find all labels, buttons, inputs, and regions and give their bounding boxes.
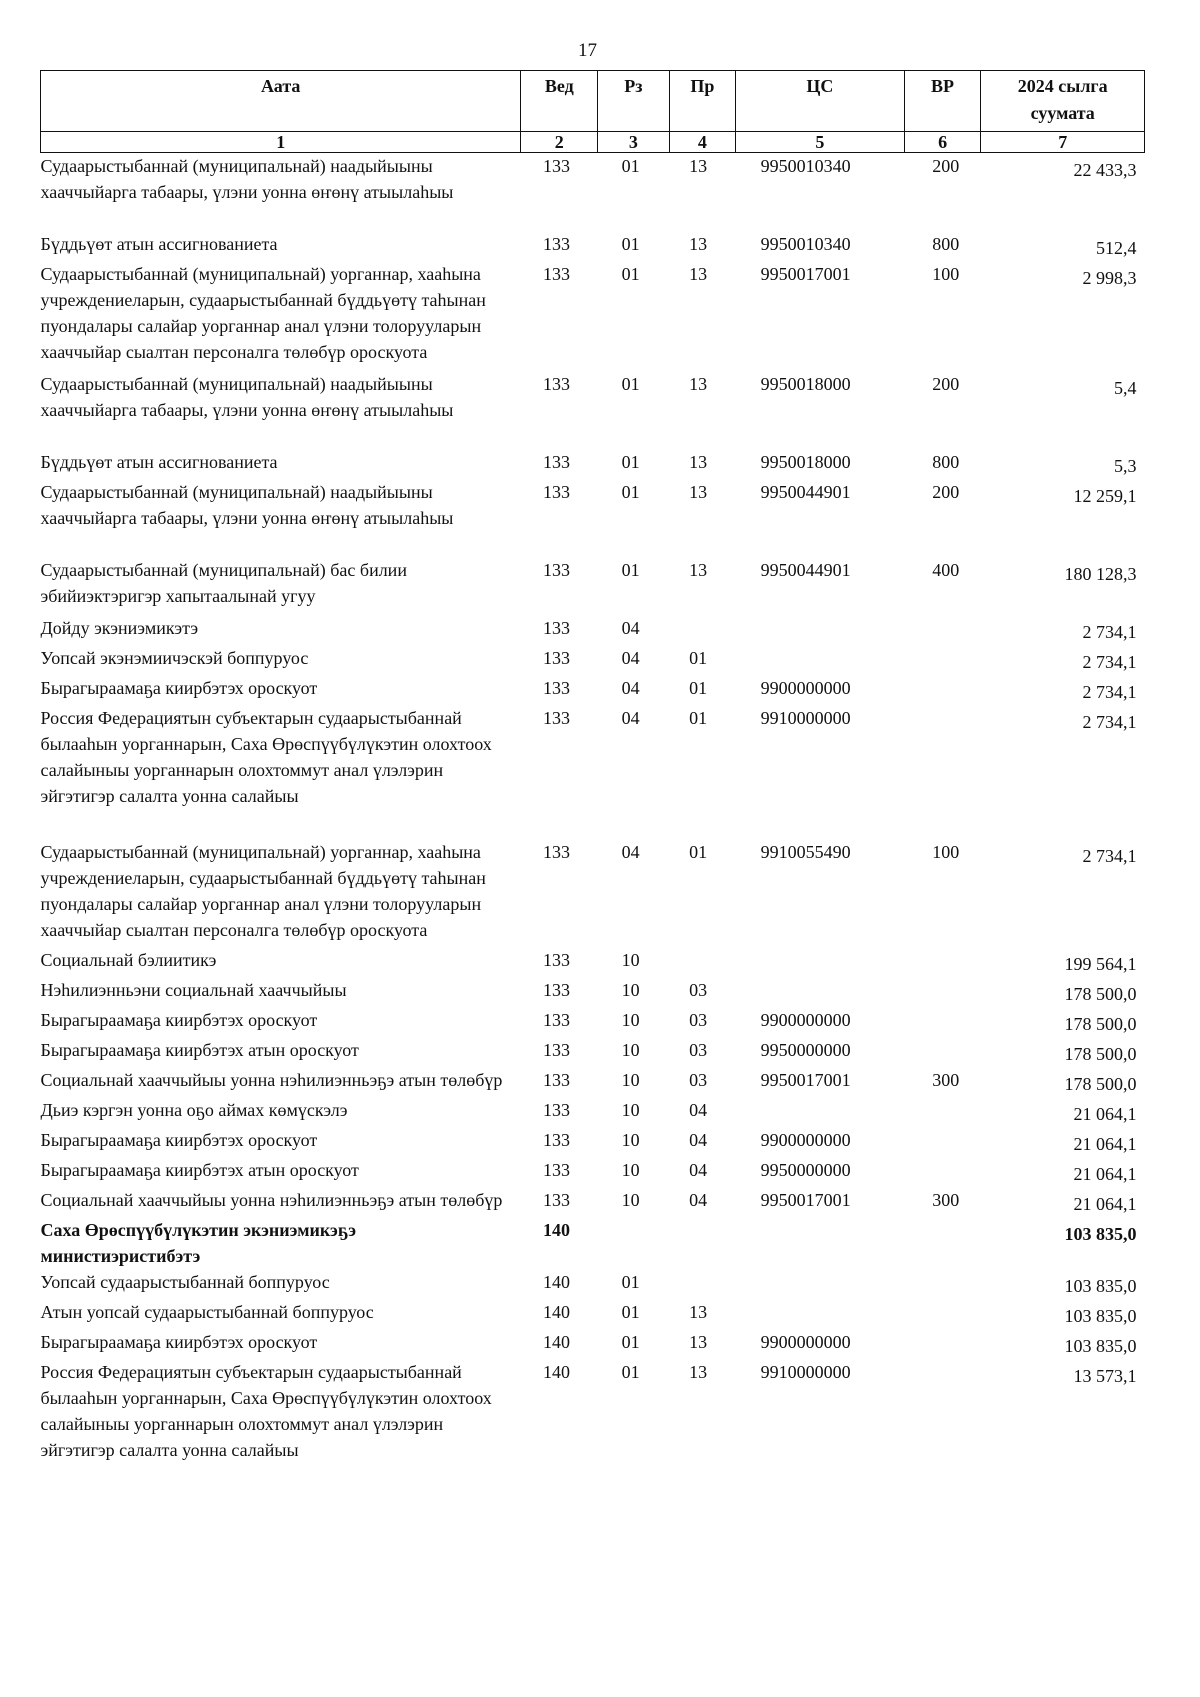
row-name: Судаарыстыбаннай (муниципальнай) наадыйыыны хааччыйарга табаары, үлэни уонна өҥөнү атыылаһыы <box>40 482 454 528</box>
row-cs: 9950010340 <box>760 156 851 176</box>
row-vr <box>904 1329 981 1359</box>
row-rz: 04 <box>621 648 640 668</box>
row-vr: 200 <box>932 374 960 394</box>
row-vr <box>904 1157 981 1187</box>
row-cs <box>736 977 905 1007</box>
row-amount: 12 259,1 <box>1073 486 1137 506</box>
row-rz: 01 <box>621 374 640 394</box>
row-rz: 10 <box>621 1130 640 1150</box>
row-ved: 133 <box>542 1130 570 1150</box>
row-amount: 13 573,1 <box>1073 1366 1137 1386</box>
column-number: 7 <box>981 132 1145 153</box>
row-amount: 21 064,1 <box>1073 1134 1137 1154</box>
row-amount: 103 835,0 <box>1064 1336 1137 1356</box>
row-amount: 2 734,1 <box>1082 682 1137 702</box>
row-name: Дойду экэниэмикэтэ <box>40 618 199 638</box>
row-ved: 133 <box>542 452 570 472</box>
row-vr: 100 <box>932 842 960 862</box>
row-vr <box>904 675 981 705</box>
row-rz: 01 <box>621 1362 640 1382</box>
row-amount: 21 064,1 <box>1073 1194 1137 1214</box>
row-cs: 9900000000 <box>760 678 851 698</box>
row-cs: 9900000000 <box>760 1130 851 1150</box>
row-pr: 13 <box>689 452 708 472</box>
row-pr <box>669 1269 735 1299</box>
table-body <box>41 153 1145 1464</box>
row-name: Бырагыраамаҕа киирбэтэх атын ороскуот <box>40 1160 359 1180</box>
row-cs <box>736 947 905 977</box>
row-cs: 9910055490 <box>760 842 851 862</box>
row-amount: 21 064,1 <box>1073 1164 1137 1184</box>
row-vr <box>904 615 981 645</box>
row-vr <box>904 705 981 839</box>
row-pr: 13 <box>689 1302 708 1322</box>
row-name: Уопсай судаарыстыбаннай боппуруос <box>40 1272 330 1292</box>
row-pr: 04 <box>689 1130 708 1150</box>
row-pr: 03 <box>689 1070 708 1090</box>
table-row <box>41 449 1145 479</box>
row-rz: 01 <box>621 156 640 176</box>
row-vr: 200 <box>932 482 960 502</box>
row-cs <box>736 615 905 645</box>
row-name: Нэһилиэнньэни социальнай хааччыйыы <box>40 980 347 1000</box>
row-name: Бырагыраамаҕа киирбэтэх ороскуот <box>40 1010 318 1030</box>
row-rz: 10 <box>621 950 640 970</box>
table-row <box>41 557 1145 615</box>
row-name: Социальнай хааччыйыы уонна нэһилиэнньэҕэ атын төлөбүр <box>40 1070 503 1090</box>
row-cs <box>736 1217 905 1269</box>
header-pr: Пр <box>669 71 735 132</box>
row-vr: 300 <box>932 1070 960 1090</box>
row-pr: 13 <box>689 1332 708 1352</box>
row-rz: 01 <box>621 1302 640 1322</box>
row-rz: 10 <box>621 1190 640 1210</box>
row-rz: 10 <box>621 1010 640 1030</box>
row-rz: 04 <box>621 678 640 698</box>
table-row <box>41 1097 1145 1127</box>
row-ved: 140 <box>542 1362 570 1382</box>
header-rz: Рз <box>598 71 670 132</box>
row-name: Россия Федерациятын субъектарын судаарыстыбаннай былааһын уорганнарын, Саха Өрөспүүбүлүкэтин олохтоох салайыныы уорганнарын олохтоммут анал үлэлэрин эйгэтигэр салалта уонна салайыы <box>40 1362 492 1460</box>
row-rz: 04 <box>621 842 640 862</box>
row-pr: 01 <box>689 708 708 728</box>
row-pr: 13 <box>689 1362 708 1382</box>
row-name: Бырагыраамаҕа киирбэтэх ороскуот <box>40 1332 318 1352</box>
table-row <box>41 1187 1145 1217</box>
row-vr <box>904 1097 981 1127</box>
row-pr <box>669 947 735 977</box>
row-pr: 13 <box>689 264 708 284</box>
row-cs: 9910000000 <box>760 1362 851 1382</box>
row-name: Бүддьүөт атын ассигнованиета <box>40 452 278 472</box>
row-ved: 133 <box>542 234 570 254</box>
row-ved: 133 <box>542 560 570 580</box>
row-cs: 9910000000 <box>760 708 851 728</box>
row-name: Бырагыраамаҕа киирбэтэх атын ороскуот <box>40 1040 359 1060</box>
table-row <box>41 645 1145 675</box>
table-row <box>41 479 1145 557</box>
row-amount: 22 433,3 <box>1073 160 1137 180</box>
row-rz: 10 <box>621 980 640 1000</box>
row-rz: 10 <box>621 1100 640 1120</box>
row-vr <box>904 1269 981 1299</box>
table-row <box>41 1007 1145 1037</box>
row-amount: 103 835,0 <box>1064 1306 1137 1326</box>
row-ved: 133 <box>542 1010 570 1030</box>
row-pr: 01 <box>689 678 708 698</box>
row-pr: 04 <box>689 1160 708 1180</box>
row-amount: 178 500,0 <box>1064 1014 1137 1034</box>
row-pr: 03 <box>689 1010 708 1030</box>
row-name: Социальнай хааччыйыы уонна нэһилиэнньэҕэ атын төлөбүр <box>40 1190 503 1210</box>
row-rz: 01 <box>621 234 640 254</box>
row-cs <box>736 1269 905 1299</box>
row-ved: 133 <box>542 648 570 668</box>
row-vr <box>904 645 981 675</box>
row-cs: 9950044901 <box>760 560 851 580</box>
row-amount: 199 564,1 <box>1064 954 1137 974</box>
row-name: Социальнай бэлиитикэ <box>40 950 217 970</box>
row-amount: 178 500,0 <box>1064 1074 1137 1094</box>
row-rz: 04 <box>621 708 640 728</box>
table-row <box>41 839 1145 947</box>
row-pr: 13 <box>689 374 708 394</box>
row-ved: 133 <box>542 1070 570 1090</box>
row-amount: 2 734,1 <box>1082 652 1137 672</box>
row-vr: 300 <box>932 1190 960 1210</box>
row-cs: 9900000000 <box>760 1010 851 1030</box>
row-amount: 5,4 <box>1114 378 1137 398</box>
row-pr: 04 <box>689 1100 708 1120</box>
row-ved: 140 <box>542 1272 570 1292</box>
row-pr: 13 <box>689 234 708 254</box>
row-cs: 9950044901 <box>760 482 851 502</box>
table-row <box>41 1037 1145 1067</box>
column-number: 4 <box>669 132 735 153</box>
row-rz: 01 <box>621 1332 640 1352</box>
row-amount: 180 128,3 <box>1064 564 1137 584</box>
table-row <box>41 1127 1145 1157</box>
row-name: Судаарыстыбаннай (муниципальнай) бас билии эбийиэктэригэр хапытаалынай угуу <box>40 560 407 606</box>
row-ved: 133 <box>542 1100 570 1120</box>
table-row <box>41 1157 1145 1187</box>
budget-table <box>40 70 1145 1463</box>
row-rz: 01 <box>621 264 640 284</box>
row-name: Бүддьүөт атын ассигнованиета <box>40 234 278 254</box>
row-rz: 01 <box>621 1272 640 1292</box>
row-rz <box>598 1217 670 1269</box>
row-ved: 140 <box>542 1332 570 1352</box>
row-ved: 133 <box>542 374 570 394</box>
row-amount: 178 500,0 <box>1064 984 1137 1004</box>
row-vr: 200 <box>932 156 960 176</box>
row-amount: 512,4 <box>1096 238 1137 258</box>
row-cs: 9950017001 <box>760 1190 851 1210</box>
table-row <box>41 705 1145 839</box>
row-name: Судаарыстыбаннай (муниципальнай) наадыйыыны хааччыйарга табаары, үлэни уонна өҥөнү атыылаһыы <box>40 156 454 202</box>
row-rz: 01 <box>621 482 640 502</box>
row-pr <box>669 1217 735 1269</box>
row-name: Дьиэ кэргэн уонна оҕо аймах көмүскэлэ <box>40 1100 348 1120</box>
table-row <box>41 1359 1145 1463</box>
table-row <box>41 1269 1145 1299</box>
table-row <box>41 977 1145 1007</box>
header-name: Аата <box>41 71 521 132</box>
header-ved: Вед <box>521 71 598 132</box>
row-name: Уопсай экэнэмиичэскэй боппуруос <box>40 648 309 668</box>
row-vr <box>904 1359 981 1463</box>
row-ved: 133 <box>542 482 570 502</box>
table-row <box>41 675 1145 705</box>
row-pr: 04 <box>689 1190 708 1210</box>
header-vr: ВР <box>904 71 981 132</box>
row-pr: 03 <box>689 1040 708 1060</box>
row-ved: 133 <box>542 980 570 1000</box>
row-vr <box>904 977 981 1007</box>
column-number: 2 <box>521 132 598 153</box>
row-pr: 03 <box>689 980 708 1000</box>
table-row <box>41 261 1145 371</box>
row-rz: 01 <box>621 560 640 580</box>
row-amount: 103 835,0 <box>1064 1224 1137 1244</box>
row-vr <box>904 1037 981 1067</box>
table-row <box>41 947 1145 977</box>
row-pr <box>669 615 735 645</box>
row-ved: 133 <box>542 156 570 176</box>
row-ved: 133 <box>542 842 570 862</box>
row-name: Саха Өрөспүүбүлүкэтин экэниэмикэҕэ министиэристибэтэ <box>40 1220 356 1266</box>
table-row <box>41 615 1145 645</box>
row-ved: 133 <box>542 1190 570 1210</box>
row-rz: 04 <box>621 618 640 638</box>
row-ved: 133 <box>542 264 570 284</box>
row-name: Бырагыраамаҕа киирбэтэх ороскуот <box>40 1130 318 1150</box>
row-ved: 140 <box>542 1220 570 1240</box>
row-name: Атын уопсай судаарыстыбаннай боппуруос <box>40 1302 374 1322</box>
table-row <box>41 1217 1145 1269</box>
row-ved: 133 <box>542 1160 570 1180</box>
row-vr <box>904 1217 981 1269</box>
row-pr: 01 <box>689 648 708 668</box>
row-vr: 100 <box>932 264 960 284</box>
row-name: Судаарыстыбаннай (муниципальнай) наадыйыыны хааччыйарга табаары, үлэни уонна өҥөнү атыылаһыы <box>40 374 454 420</box>
row-pr: 13 <box>689 482 708 502</box>
row-ved: 140 <box>542 1302 570 1322</box>
table-row <box>41 371 1145 449</box>
row-name: Судаарыстыбаннай (муниципальнай) уорганнар, хааһына учреждениеларын, судаарыстыбаннай бүддьүөтү таһынан пуондалары салайар уорганнар анал үлэни толорууларын хааччыйар сыалтан персоналга төлөбүр ороскуота <box>40 842 486 940</box>
row-cs <box>736 1097 905 1127</box>
row-cs <box>736 1299 905 1329</box>
column-number: 5 <box>736 132 905 153</box>
row-cs: 9950010340 <box>760 234 851 254</box>
row-vr <box>904 1299 981 1329</box>
row-name: Россия Федерациятын субъектарын судаарыстыбаннай былааһын уорганнарын, Саха Өрөспүүбүлүкэтин олохтоох салайыныы уорганнарын олохтоммут анал үлэлэрин эйгэтигэр салалта уонна салайыы <box>40 708 492 806</box>
row-cs: 9950000000 <box>760 1040 851 1060</box>
row-pr: 13 <box>689 560 708 580</box>
row-ved: 133 <box>542 678 570 698</box>
table-row <box>41 1299 1145 1329</box>
row-cs <box>736 645 905 675</box>
row-vr: 800 <box>932 234 960 254</box>
row-rz: 10 <box>621 1160 640 1180</box>
column-number: 1 <box>41 132 521 153</box>
row-pr: 13 <box>689 156 708 176</box>
table-row <box>41 1329 1145 1359</box>
row-vr <box>904 1127 981 1157</box>
row-rz: 10 <box>621 1040 640 1060</box>
row-rz: 10 <box>621 1070 640 1090</box>
table-header <box>41 71 1145 153</box>
table-row <box>41 231 1145 261</box>
row-ved: 133 <box>542 618 570 638</box>
page-number: 17 <box>578 40 597 61</box>
table-row <box>41 153 1145 232</box>
row-vr <box>904 1007 981 1037</box>
row-amount: 2 734,1 <box>1082 712 1137 732</box>
header-amount: 2024 сылга суумата <box>981 71 1145 132</box>
row-cs: 9950017001 <box>760 1070 851 1090</box>
row-rz: 01 <box>621 452 640 472</box>
row-pr: 01 <box>689 842 708 862</box>
row-cs: 9950018000 <box>760 374 851 394</box>
row-name: Бырагыраамаҕа киирбэтэх ороскуот <box>40 678 318 698</box>
row-cs: 9950017001 <box>760 264 851 284</box>
row-cs: 9950018000 <box>760 452 851 472</box>
row-amount: 2 734,1 <box>1082 846 1137 866</box>
row-vr: 400 <box>932 560 960 580</box>
row-ved: 133 <box>542 708 570 728</box>
row-cs: 9950000000 <box>760 1160 851 1180</box>
row-amount: 178 500,0 <box>1064 1044 1137 1064</box>
row-ved: 133 <box>542 1040 570 1060</box>
row-amount: 2 998,3 <box>1082 268 1137 288</box>
row-amount: 21 064,1 <box>1073 1104 1137 1124</box>
row-name: Судаарыстыбаннай (муниципальнай) уорганнар, хааһына учреждениеларын, судаарыстыбаннай бүддьүөтү таһынан пуондалары салайар уорганнар анал үлэни толорууларын хааччыйар сыалтан персоналга төлөбүр ороскуота <box>40 264 486 362</box>
row-vr <box>904 947 981 977</box>
row-ved: 133 <box>542 950 570 970</box>
row-vr: 800 <box>932 452 960 472</box>
column-number: 3 <box>598 132 670 153</box>
header-cs: ЦС <box>736 71 905 132</box>
table-row <box>41 1067 1145 1097</box>
column-number: 6 <box>904 132 981 153</box>
row-amount: 103 835,0 <box>1064 1276 1137 1296</box>
row-cs: 9900000000 <box>760 1332 851 1352</box>
row-amount: 5,3 <box>1114 456 1137 476</box>
row-amount: 2 734,1 <box>1082 622 1137 642</box>
